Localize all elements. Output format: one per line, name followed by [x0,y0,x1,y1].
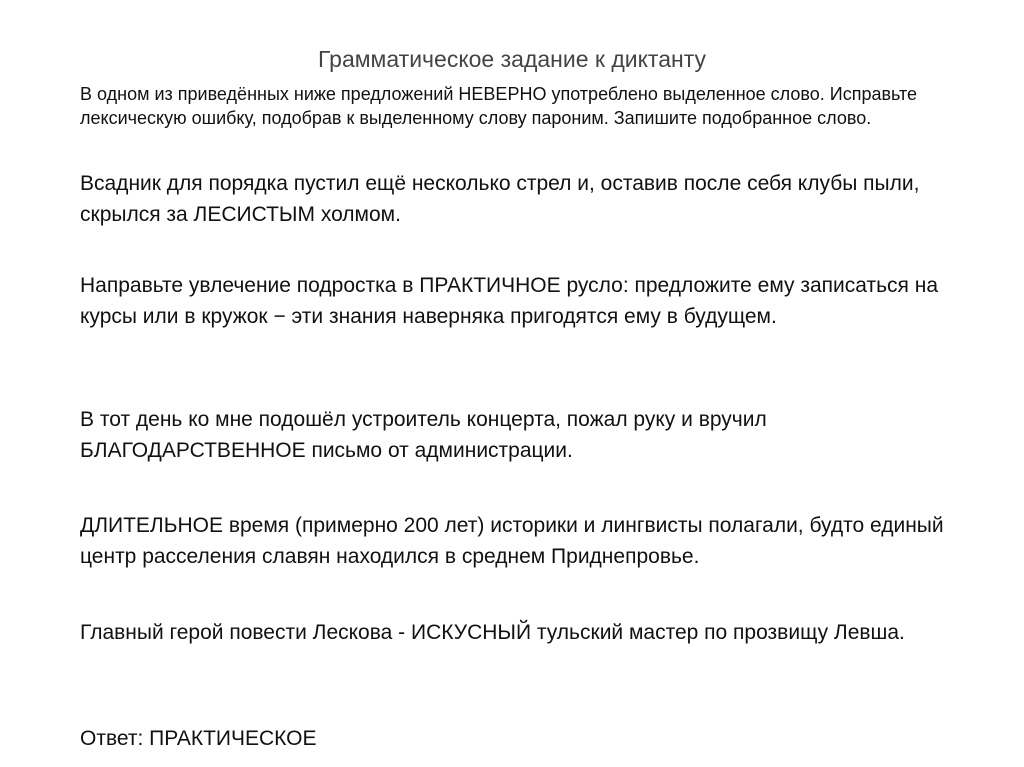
slide-title: Грамматическое задание к диктанту [318,46,706,72]
task-instruction: В одном из приведённых ниже предложений НЕВЕРНО употреблено выделенное слово. Исправьте лексическую ошибку, подобрав к выделенному слову пароним. Запишите подобранное слово. [80,84,918,128]
sentence-1: Всадник для порядка пустил ещё несколько стрел и, оставив после себя клубы пыли, скрылся за ЛЕСИСТЫМ холмом. [80,172,920,226]
sentence-3: В тот день ко мне подошёл устроитель концерта, пожал руку и вручил БЛАГОДАРСТВЕННОЕ письмо от администрации. [80,408,767,462]
sentence-4: ДЛИТЕЛЬНОЕ время (примерно 200 лет) историки и лингвисты полагали, будто единый центр расселения славян находился в среднем Приднепровье. [80,514,944,568]
answer-text: Ответ: ПРАКТИЧЕСКОЕ [80,727,317,750]
sentence-5: Главный герой повести Лескова - ИСКУСНЫЙ тульский мастер по прозвищу Левша. [80,621,905,644]
sentence-2: Направьте увлечение подростка в ПРАКТИЧНОЕ русло: предложите ему записаться на курсы или в кружок − эти знания наверняка пригодятся ему в будущем. [80,274,938,328]
